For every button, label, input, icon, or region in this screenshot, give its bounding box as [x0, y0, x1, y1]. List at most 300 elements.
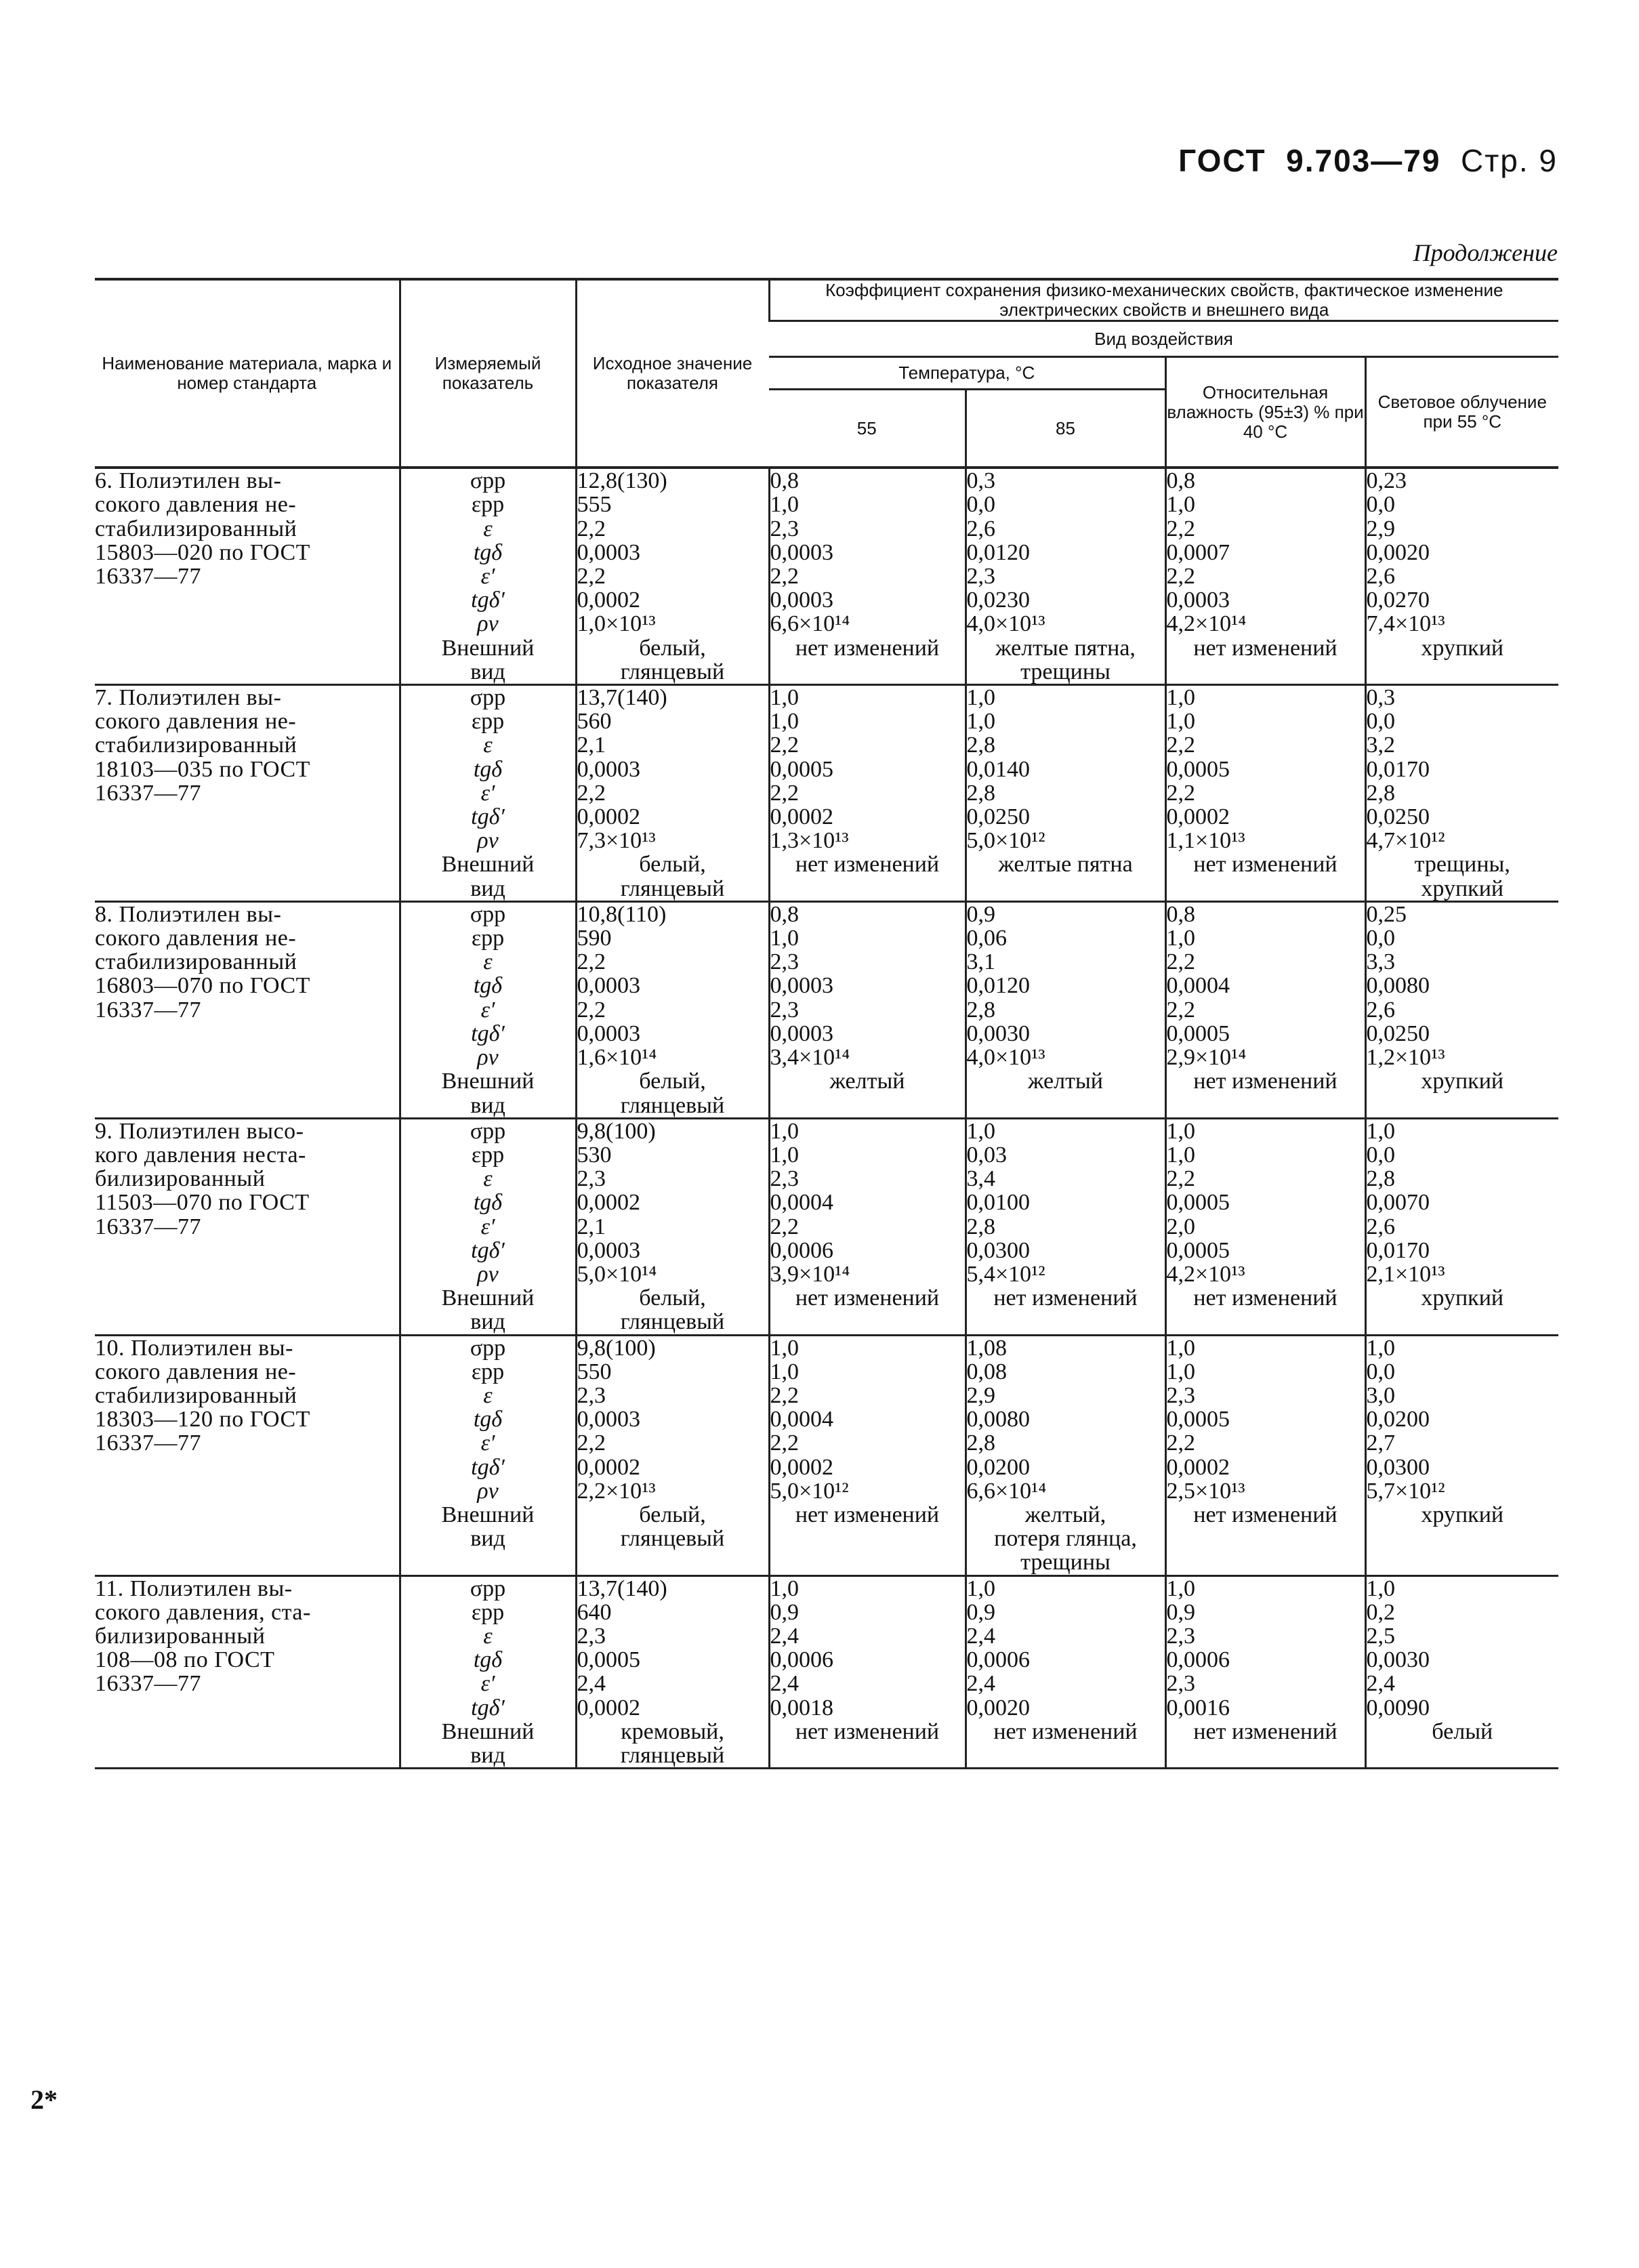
t55-value: 2,2: [770, 1430, 799, 1456]
t55-value: 2,3: [770, 1166, 799, 1192]
initial-value: 9,8(100): [577, 1335, 656, 1361]
humidity-value: 0,0005: [1166, 1020, 1230, 1046]
light-value-cell: [1365, 468, 1558, 684]
t55-value-cell: [769, 1335, 966, 1575]
light-value: 3,3: [1366, 949, 1395, 975]
humidity-value: 0,0005: [1166, 1407, 1230, 1432]
light-value: 0,0030: [1366, 1647, 1430, 1673]
humidity-value: 2,0: [1166, 1214, 1195, 1239]
t55-value: 0,0003: [770, 587, 833, 613]
indicator: Внешний: [441, 1502, 535, 1527]
light-value: 2,8: [1366, 1166, 1395, 1192]
humidity-value-cell: [1165, 1118, 1365, 1335]
indicator: вид: [470, 1309, 505, 1335]
initial-value: 2,3: [577, 1382, 606, 1408]
t55-value: 6,6×10¹⁴: [770, 611, 850, 637]
humidity-value: 1,0: [1166, 685, 1195, 711]
indicator: вид: [470, 1526, 505, 1552]
t55-value: желтый: [829, 1069, 905, 1094]
t55-value: 2,3: [770, 997, 799, 1023]
indicator: σрр: [470, 1335, 506, 1361]
t55-value: 0,0002: [770, 804, 833, 830]
humidity-value: 4,2×10¹³: [1166, 1261, 1245, 1287]
t85-value: 2,3: [966, 564, 995, 590]
humidity-value: 1,0: [1166, 926, 1195, 951]
humidity-value: 0,0005: [1166, 756, 1230, 782]
t55-value-cell: [769, 1118, 966, 1335]
initial-value: 2,2: [577, 949, 606, 975]
light-value: 0,0170: [1366, 1237, 1430, 1263]
col-temp-55: 55: [769, 390, 966, 468]
humidity-value-cell: [1165, 468, 1365, 684]
t55-value-cell: [769, 468, 966, 684]
material-name: 18303—120 по ГОСТ: [95, 1407, 310, 1432]
initial-value: 0,0002: [577, 1454, 640, 1480]
initial-value: 9,8(100): [577, 1118, 656, 1144]
material-name: стабилизированный: [95, 949, 297, 975]
material-name: 11. Полиэтилен вы-: [95, 1575, 293, 1601]
humidity-value: 2,5×10¹³: [1166, 1478, 1245, 1504]
indicator: ε′: [480, 997, 495, 1023]
initial-value: глянцевый: [620, 1309, 725, 1335]
humidity-value: 2,2: [1166, 949, 1195, 975]
material-name: 15803—020 по ГОСТ: [95, 539, 310, 565]
humidity-value: 0,0007: [1166, 539, 1230, 565]
material-name: 16337—77: [95, 1214, 201, 1239]
material-name-cell: [95, 1575, 400, 1769]
humidity-value: 0,0002: [1166, 804, 1230, 830]
indicator: Внешний: [441, 1285, 535, 1311]
light-value: 4,7×10¹²: [1366, 828, 1445, 854]
t85-value: 0,0120: [966, 539, 1030, 565]
t85-value: 0,0006: [966, 1647, 1030, 1673]
light-value: белый: [1432, 1718, 1493, 1744]
initial-value: 0,0002: [577, 1190, 640, 1216]
t85-value: 2,8: [966, 780, 995, 806]
t85-value: 0,0020: [966, 1695, 1030, 1720]
indicator: ε′: [480, 1430, 495, 1456]
t85-value: 0,03: [966, 1142, 1007, 1168]
t55-value: 2,2: [770, 733, 799, 758]
initial-value: 0,0003: [577, 539, 640, 565]
t55-value: 0,0018: [770, 1695, 833, 1720]
material-name: 18103—035 по ГОСТ: [95, 756, 310, 782]
light-value: хрупкий: [1421, 1069, 1504, 1094]
initial-value: кремовый,: [621, 1718, 724, 1744]
initial-value: 2,3: [577, 1166, 606, 1192]
t85-value: 1,0: [966, 709, 995, 735]
light-value: 1,0: [1366, 1575, 1395, 1601]
humidity-value: нет изменений: [1193, 635, 1337, 661]
light-value: трещины,: [1414, 852, 1510, 878]
indicator: ε′: [480, 1671, 495, 1697]
initial-value: 2,2: [577, 997, 606, 1023]
light-value: 0,0170: [1366, 756, 1430, 782]
t55-value: 3,9×10¹⁴: [770, 1261, 850, 1287]
t55-value: нет изменений: [795, 852, 940, 878]
indicator: Внешний: [441, 1718, 535, 1744]
light-value: 0,0: [1366, 926, 1395, 951]
humidity-value: 1,0: [1166, 492, 1195, 518]
indicator: вид: [470, 875, 505, 901]
light-value: 2,7: [1366, 1430, 1395, 1456]
material-name: 16337—77: [95, 1671, 201, 1697]
indicator: tgδ: [473, 756, 503, 782]
t85-value: 1,0: [966, 685, 995, 711]
indicator-cell: [400, 1335, 576, 1575]
humidity-value: 2,2: [1166, 564, 1195, 590]
material-name: 7. Полиэтилен вы-: [95, 685, 282, 711]
material-name-cell: [95, 685, 400, 902]
humidity-value: 0,0003: [1166, 587, 1230, 613]
material-name: 10. Полиэтилен вы-: [95, 1335, 293, 1361]
material-name: билизированный: [95, 1166, 266, 1192]
initial-value: белый,: [639, 1285, 706, 1311]
initial-value: 2,2: [577, 780, 606, 806]
col-material: Наименование материала, марка и номер стандарта: [102, 353, 392, 394]
t55-value: 0,0003: [770, 539, 833, 565]
humidity-value: нет изменений: [1193, 1718, 1337, 1744]
material-name: 16803—070 по ГОСТ: [95, 973, 310, 999]
t85-value: 2,8: [966, 1214, 995, 1239]
light-value: 2,6: [1366, 1214, 1395, 1239]
t85-value-cell: [966, 468, 1165, 684]
t55-value: 2,3: [770, 949, 799, 975]
t55-value: 0,0006: [770, 1237, 833, 1263]
initial-value: 0,0003: [577, 1407, 640, 1432]
humidity-value: 0,8: [1166, 901, 1195, 927]
t55-value: 2,2: [770, 1214, 799, 1239]
initial-value: белый,: [639, 635, 706, 661]
humidity-value: нет изменений: [1193, 852, 1337, 878]
table-row: [95, 1335, 1558, 1575]
material-name-cell: [95, 1118, 400, 1335]
indicator: Внешний: [441, 1069, 535, 1094]
t55-value: 1,0: [770, 1142, 799, 1168]
initial-value: 2,2: [577, 564, 606, 590]
indicator: ε′: [480, 1214, 495, 1239]
indicator-cell: [400, 1118, 576, 1335]
t55-value: 0,9: [770, 1599, 799, 1625]
initial-value: глянцевый: [620, 1526, 725, 1552]
t85-value: потеря глянца,: [994, 1526, 1137, 1552]
col-temperature: Температура, °С: [769, 357, 1165, 390]
material-name-cell: [95, 468, 400, 684]
t85-value: 5,4×10¹²: [966, 1261, 1045, 1287]
t55-value: 1,0: [770, 709, 799, 735]
material-name: 8. Полиэтилен вы-: [95, 901, 282, 927]
t55-value: 1,0: [770, 492, 799, 518]
t85-value: 1,08: [966, 1335, 1007, 1361]
t85-value: 2,8: [966, 733, 995, 758]
light-value: 2,5: [1366, 1623, 1395, 1649]
material-name: 11503—070 по ГОСТ: [95, 1190, 310, 1216]
indicator: tgδ′: [471, 1695, 505, 1720]
indicator: σрр: [470, 1118, 506, 1144]
initial-value: 555: [577, 492, 612, 518]
material-name: сокого давления, ста-: [95, 1599, 311, 1625]
humidity-value-cell: [1165, 901, 1365, 1118]
t85-value: 0,08: [966, 1359, 1007, 1384]
humidity-value: нет изменений: [1193, 1285, 1337, 1311]
t55-value: 0,0005: [770, 756, 833, 782]
humidity-value: 1,0: [1166, 1359, 1195, 1384]
indicator: вид: [470, 659, 505, 684]
table-body: [95, 468, 1558, 1768]
initial-value: 2,3: [577, 1623, 606, 1649]
humidity-value: 2,2: [1166, 516, 1195, 541]
humidity-value-cell: [1165, 685, 1365, 902]
indicator-cell: [400, 1575, 576, 1769]
indicator: Внешний: [441, 852, 535, 878]
humidity-value: 0,9: [1166, 1599, 1195, 1625]
table-row: [95, 1118, 1558, 1335]
col-initial: Исходное значение показателя: [576, 279, 769, 468]
t85-value-cell: [966, 1118, 1165, 1335]
t55-value: 0,0003: [770, 1020, 833, 1046]
indicator: tgδ′: [471, 1454, 505, 1480]
light-value: хрупкий: [1421, 635, 1504, 661]
t55-value: 0,0004: [770, 1190, 833, 1216]
t55-value: 0,0002: [770, 1454, 833, 1480]
initial-value: 0,0003: [577, 756, 640, 782]
indicator-cell: [400, 685, 576, 902]
initial-value: 550: [577, 1359, 612, 1384]
indicator: tgδ: [473, 1647, 503, 1673]
material-name: билизированный: [95, 1623, 266, 1649]
material-name: 16337—77: [95, 564, 201, 590]
humidity-value: 0,0016: [1166, 1695, 1230, 1720]
t85-value-cell: [966, 685, 1165, 902]
humidity-value: 2,2: [1166, 733, 1195, 758]
light-value: 3,2: [1366, 733, 1395, 758]
material-name: 108—08 по ГОСТ: [95, 1647, 275, 1673]
t55-value: 0,0003: [770, 973, 833, 999]
t85-value: 0,0300: [966, 1237, 1030, 1263]
initial-value: 2,2: [577, 516, 606, 541]
material-name: 9. Полиэтилен высо-: [95, 1118, 304, 1144]
indicator: вид: [470, 1092, 505, 1118]
light-value: 1,2×10¹³: [1366, 1045, 1445, 1071]
t85-value: 0,0200: [966, 1454, 1030, 1480]
t85-value: 0,0230: [966, 587, 1030, 613]
t55-value: 2,4: [770, 1623, 799, 1649]
t85-value: 4,0×10¹³: [966, 1045, 1045, 1071]
t55-value: нет изменений: [795, 1285, 940, 1311]
light-value: хрупкий: [1421, 1502, 1504, 1527]
table-header: [95, 279, 1558, 468]
t85-value: 0,3: [966, 468, 995, 494]
t85-value: 2,6: [966, 516, 995, 541]
initial-value: 530: [577, 1142, 612, 1168]
t85-value-cell: [966, 901, 1165, 1118]
t85-value: 2,9: [966, 1382, 995, 1408]
initial-value: 12,8(130): [577, 468, 667, 494]
indicator: вид: [470, 1742, 505, 1768]
indicator: σрр: [470, 685, 506, 711]
t55-value: 2,2: [770, 564, 799, 590]
indicator-cell: [400, 901, 576, 1118]
properties-table: [95, 278, 1558, 1769]
t85-value: желтый: [1028, 1069, 1103, 1094]
t85-value: 0,0: [966, 492, 995, 518]
indicator: tgδ: [473, 973, 503, 999]
page-header: [1178, 142, 1558, 179]
t85-value: 1,0: [966, 1575, 995, 1601]
light-value: 5,7×10¹²: [1366, 1478, 1445, 1504]
light-value: 0,0270: [1366, 587, 1430, 613]
indicator: σрр: [470, 1575, 506, 1601]
light-value: 0,0200: [1366, 1407, 1430, 1432]
initial-value: глянцевый: [620, 875, 725, 901]
initial-value: глянцевый: [620, 1742, 725, 1768]
light-value: 1,0: [1366, 1335, 1395, 1361]
indicator: εрр: [471, 1599, 505, 1625]
material-name: сокого давления не-: [95, 1359, 297, 1384]
initial-value: 5,0×10¹⁴: [577, 1261, 657, 1287]
light-value: 2,1×10¹³: [1366, 1261, 1445, 1287]
light-value-cell: [1365, 1118, 1558, 1335]
initial-value: 0,0002: [577, 1695, 640, 1720]
initial-value: глянцевый: [620, 659, 725, 684]
initial-value: 0,0005: [577, 1647, 640, 1673]
indicator: ρv: [477, 1045, 499, 1071]
indicator: ρv: [477, 1261, 499, 1287]
indicator: σрр: [470, 901, 506, 927]
light-value-cell: [1365, 685, 1558, 902]
t85-value: нет изменений: [993, 1285, 1138, 1311]
light-value: 1,0: [1366, 1118, 1395, 1144]
initial-value: 560: [577, 709, 612, 735]
indicator: σрр: [470, 468, 506, 494]
t55-value: 1,3×10¹³: [770, 828, 849, 854]
material-name-cell: [95, 901, 400, 1118]
col-light: Световое облучение при 55 °С: [1365, 357, 1558, 468]
t85-value: 5,0×10¹²: [966, 828, 1045, 854]
initial-value-cell: [576, 468, 769, 684]
indicator: tgδ: [473, 1190, 503, 1216]
light-value: 0,0: [1366, 492, 1395, 518]
humidity-value: 2,2: [1166, 997, 1195, 1023]
t85-value: 2,8: [966, 1430, 995, 1456]
humidity-value: 1,0: [1166, 709, 1195, 735]
t85-value: желтые пятна,: [995, 635, 1136, 661]
humidity-value: 0,0006: [1166, 1647, 1230, 1673]
t55-value: 1,0: [770, 926, 799, 951]
initial-value: 13,7(140): [577, 1575, 667, 1601]
page-number: Стр. 9: [1460, 143, 1558, 178]
t85-value: 1,0: [966, 1118, 995, 1144]
light-value: 0,0: [1366, 709, 1395, 735]
material-name: 6. Полиэтилен вы-: [95, 468, 282, 494]
light-value: 0,2: [1366, 1599, 1395, 1625]
t55-value: 1,0: [770, 1575, 799, 1601]
indicator: ε: [483, 1166, 493, 1192]
light-value: 2,8: [1366, 780, 1395, 806]
humidity-value: 1,0: [1166, 1575, 1195, 1601]
initial-value: 2,2×10¹³: [577, 1478, 656, 1504]
t85-value: желтые пятна: [998, 852, 1133, 878]
t85-value: трещины: [1020, 659, 1111, 684]
t85-value: 0,0250: [966, 804, 1030, 830]
initial-value: белый,: [639, 1069, 706, 1094]
indicator: εрр: [471, 1142, 505, 1168]
material-name: стабилизированный: [95, 1382, 297, 1408]
t85-value: 6,6×10¹⁴: [966, 1478, 1047, 1504]
table-row: [95, 685, 1558, 902]
humidity-value: 0,0002: [1166, 1454, 1230, 1480]
humidity-value: 0,8: [1166, 468, 1195, 494]
humidity-value: 2,3: [1166, 1671, 1195, 1697]
initial-value: 2,1: [577, 733, 606, 758]
indicator: tgδ′: [471, 587, 505, 613]
t55-value-cell: [769, 901, 966, 1118]
humidity-value: 1,0: [1166, 1335, 1195, 1361]
material-name: 16337—77: [95, 997, 201, 1023]
table-row: [95, 468, 1558, 684]
t55-value: нет изменений: [795, 635, 940, 661]
humidity-value: 1,0: [1166, 1142, 1195, 1168]
t85-value: желтый,: [1024, 1502, 1106, 1527]
material-name: сокого давления не-: [95, 492, 297, 518]
indicator: εрр: [471, 709, 505, 735]
humidity-value: 2,3: [1166, 1382, 1195, 1408]
t55-value: 2,3: [770, 516, 799, 541]
t85-value: 0,0080: [966, 1407, 1030, 1432]
initial-value: 2,2: [577, 1430, 606, 1456]
col-humidity: Относительная влажность (95±3) % при 40 °С: [1165, 357, 1365, 468]
light-value: 0,0020: [1366, 539, 1430, 565]
t85-value: 0,0120: [966, 973, 1030, 999]
t55-value: 1,0: [770, 1359, 799, 1384]
indicator: tgδ: [473, 1407, 503, 1432]
indicator: ε′: [480, 564, 495, 590]
light-value: 0,0250: [1366, 804, 1430, 830]
light-value: 2,9: [1366, 516, 1395, 541]
indicator: ρv: [477, 828, 499, 854]
t55-value: 0,8: [770, 901, 799, 927]
initial-value: белый,: [639, 1502, 706, 1527]
t55-value: 5,0×10¹²: [770, 1478, 849, 1504]
t85-value: 2,4: [966, 1671, 995, 1697]
light-value: 2,4: [1366, 1671, 1395, 1697]
light-value-cell: [1365, 901, 1558, 1118]
material-name: стабилизированный: [95, 733, 297, 758]
t55-value: 1,0: [770, 1335, 799, 1361]
humidity-value: 2,2: [1166, 1166, 1195, 1192]
initial-value: 0,0003: [577, 973, 640, 999]
light-value: 0,0300: [1366, 1454, 1430, 1480]
material-name: кого давления неста-: [95, 1142, 306, 1168]
humidity-value-cell: [1165, 1575, 1365, 1769]
humidity-value: 4,2×10¹⁴: [1166, 611, 1247, 637]
humidity-value: нет изменений: [1193, 1069, 1337, 1094]
t55-value: нет изменений: [795, 1718, 940, 1744]
continuation-label: Продолжение: [1413, 239, 1558, 266]
col-temp-85: 85: [966, 390, 1165, 468]
light-value: 0,0070: [1366, 1190, 1430, 1216]
light-value: 0,25: [1366, 901, 1407, 927]
light-value: 7,4×10¹³: [1366, 611, 1445, 637]
t55-value: 2,2: [770, 780, 799, 806]
t85-value-cell: [966, 1335, 1165, 1575]
initial-value-cell: [576, 685, 769, 902]
indicator: ε: [483, 516, 493, 541]
humidity-value-cell: [1165, 1335, 1365, 1575]
t85-value: трещины: [1020, 1550, 1111, 1575]
t85-value: 0,0140: [966, 756, 1030, 782]
indicator-cell: [400, 468, 576, 684]
